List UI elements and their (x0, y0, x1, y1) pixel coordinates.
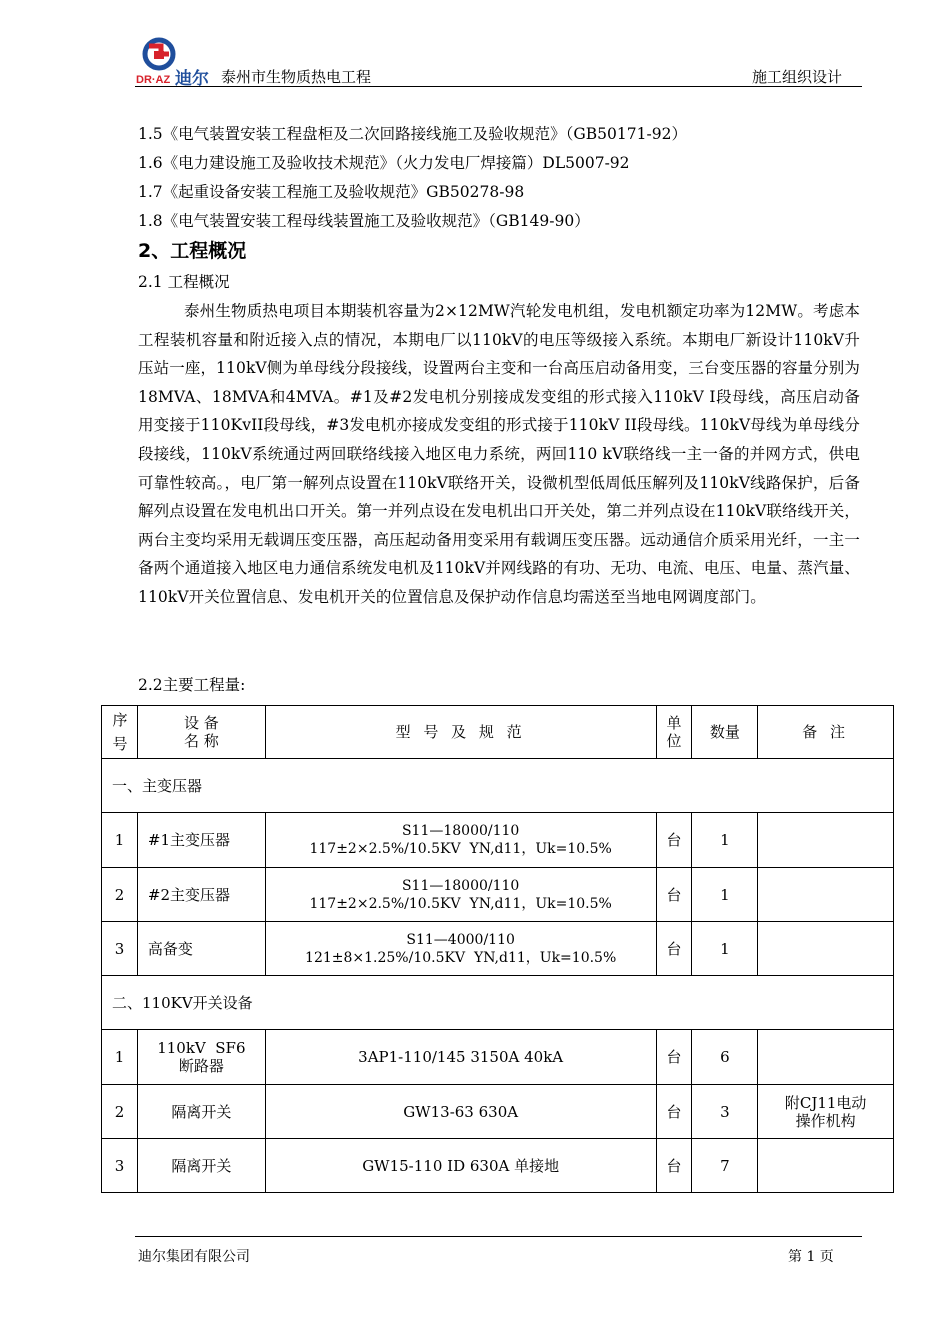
overview-paragraph: 泰州生物质热电项目本期装机容量为2×12MW汽轮发电机组，发电机额定功率为12MW。考虑本工程装机容量和附近接入点的情况，本期电厂以110kV的电压等级接入系统。本期电厂新设计110kV升压站一座，110kV侧为单母线分段接线，设置两台主变和一台高压启动备用变，三台变压器的容量分别为18MVA、18MVA和4MVA。#1及#2发电机分别接成发变组的形式接入110kV I段母线，高压启动备用变接于110KvII段母线，#3发电机亦接成发变组的形式接于110kV II段母线。110kV母线为单母线分段接线，110kV系统通过两回联络线接入地区电力系统，两回110 kV联络线一主一备的并网方式，供电可靠性较高。，电厂第一解列点设置在110kV联络开关，设微机型低周低压解列及110kV线路保护，后备解列点设置在发电机出口开关。第一并列点设在发电机出口开关处，第二并列点设在110kV联络线开关，两台主变均采用无载调压变压器，高压起动备用变采用有载调压变压器。远动通信介质采用光纤，一主一备两个通道接入地区电力通信系统发电机及110kV并网线路的有功、无功、电流、电压、电量、蒸汽量、110kV开关位置信息、发电机开关的位置信息及保护动作信息均需送至当地电网调度部门。 (138, 302, 860, 606)
reference-item: 1.7《起重设备安装工程施工及验收规范》GB50278-98 (138, 183, 525, 201)
footer-company: 迪尔集团有限公司 (138, 1249, 250, 1265)
cell-note: 附CJ11电动 操作机构 (758, 1085, 894, 1139)
header-no: 序号 (102, 706, 138, 759)
table-section-row (102, 759, 894, 813)
cell-note (758, 813, 894, 868)
cell-name: 高备变 (137, 922, 265, 976)
cell-unit: 台 (656, 813, 692, 868)
cell-unit: 台 (656, 1139, 692, 1193)
table-row (102, 813, 894, 868)
header-note: 备 注 (758, 706, 894, 759)
table-section-row (102, 976, 894, 1030)
section-heading: 2、工程概况 (138, 240, 247, 262)
table-row (102, 922, 894, 976)
header-title: 泰州市生物质热电工程 (221, 68, 372, 86)
header-qty: 数量 (692, 706, 758, 759)
header-unit: 单位 (656, 706, 692, 759)
cell-spec: S11—18000/110 117±2×2.5%/10.5KV YN,d11，Uk=10.5% (265, 813, 656, 868)
header-rule (135, 86, 862, 87)
cell-name: #1主变压器 (137, 813, 265, 868)
logo-brand: 迪尔 (175, 69, 209, 88)
cell-spec: GW13-63 630A (265, 1085, 656, 1139)
subsection-title: 2.2主要工程量: (138, 676, 246, 694)
header-spec: 型 号 及 规 范 (265, 706, 656, 759)
reference-item: 1.5《电气装置安装工程盘柜及二次回路接线施工及验收规范》（GB50171-92） (138, 125, 687, 143)
cell-qty: 3 (692, 1085, 758, 1139)
cell-unit: 台 (656, 1085, 692, 1139)
cell-no: 2 (102, 1085, 138, 1139)
cell-no: 1 (102, 1030, 138, 1085)
reference-item: 1.6《电力建设施工及验收技术规范》（火力发电厂焊接篇）DL5007-92 (138, 154, 630, 172)
cell-note (758, 922, 894, 976)
cell-spec: S11—4000/110 121±8×1.25%/10.5KV YN,d11，Uk=10.5% (265, 922, 656, 976)
cell-no: 1 (102, 813, 138, 868)
cell-no: 3 (102, 1139, 138, 1193)
cell-name: 隔离开关 (137, 1085, 265, 1139)
logo-text: DR·AZ (136, 74, 171, 86)
cell-qty: 1 (692, 868, 758, 922)
cell-note (758, 868, 894, 922)
header-name: 设 备 名 称 (137, 706, 265, 759)
cell-name: 隔离开关 (137, 1139, 265, 1193)
footer-rule (135, 1236, 862, 1237)
cell-no: 2 (102, 868, 138, 922)
header-doc-type: 施工组织设计 (751, 68, 842, 86)
cell-note (758, 1030, 894, 1085)
cell-spec: 3AP1-110/145 3150A 40kA (265, 1030, 656, 1085)
cell-spec: S11—18000/110 117±2×2.5%/10.5KV YN,d11，Uk=10.5% (265, 868, 656, 922)
cell-qty: 1 (692, 813, 758, 868)
cell-spec: GW15-110 ID 630A 单接地 (265, 1139, 656, 1193)
table-row (102, 1139, 894, 1193)
table-row (102, 1030, 894, 1085)
cell-unit: 台 (656, 1030, 692, 1085)
cell-qty: 6 (692, 1030, 758, 1085)
quantities-table (101, 705, 894, 1193)
reference-list (138, 120, 863, 236)
cell-qty: 7 (692, 1139, 758, 1193)
company-logo (135, 36, 215, 88)
cell-note (758, 1139, 894, 1193)
section-label: 一、主变压器 (102, 759, 894, 813)
cell-no: 3 (102, 922, 138, 976)
subsection-title: 2.1 工程概况 (138, 273, 230, 291)
cell-unit: 台 (656, 922, 692, 976)
table-row (102, 868, 894, 922)
cell-name: #2主变压器 (137, 868, 265, 922)
cell-qty: 1 (692, 922, 758, 976)
cell-name: 110kV SF6 断路器 (137, 1030, 265, 1085)
section-label: 二、110KV开关设备 (102, 976, 894, 1030)
table-row (102, 1085, 894, 1139)
page-number: 第 1 页 (788, 1249, 834, 1265)
reference-item: 1.8《电气装置安装工程母线装置施工及验收规范》（GB149-90） (138, 212, 590, 230)
page-header (135, 36, 862, 88)
table-header-row (102, 706, 894, 759)
cell-unit: 台 (656, 868, 692, 922)
